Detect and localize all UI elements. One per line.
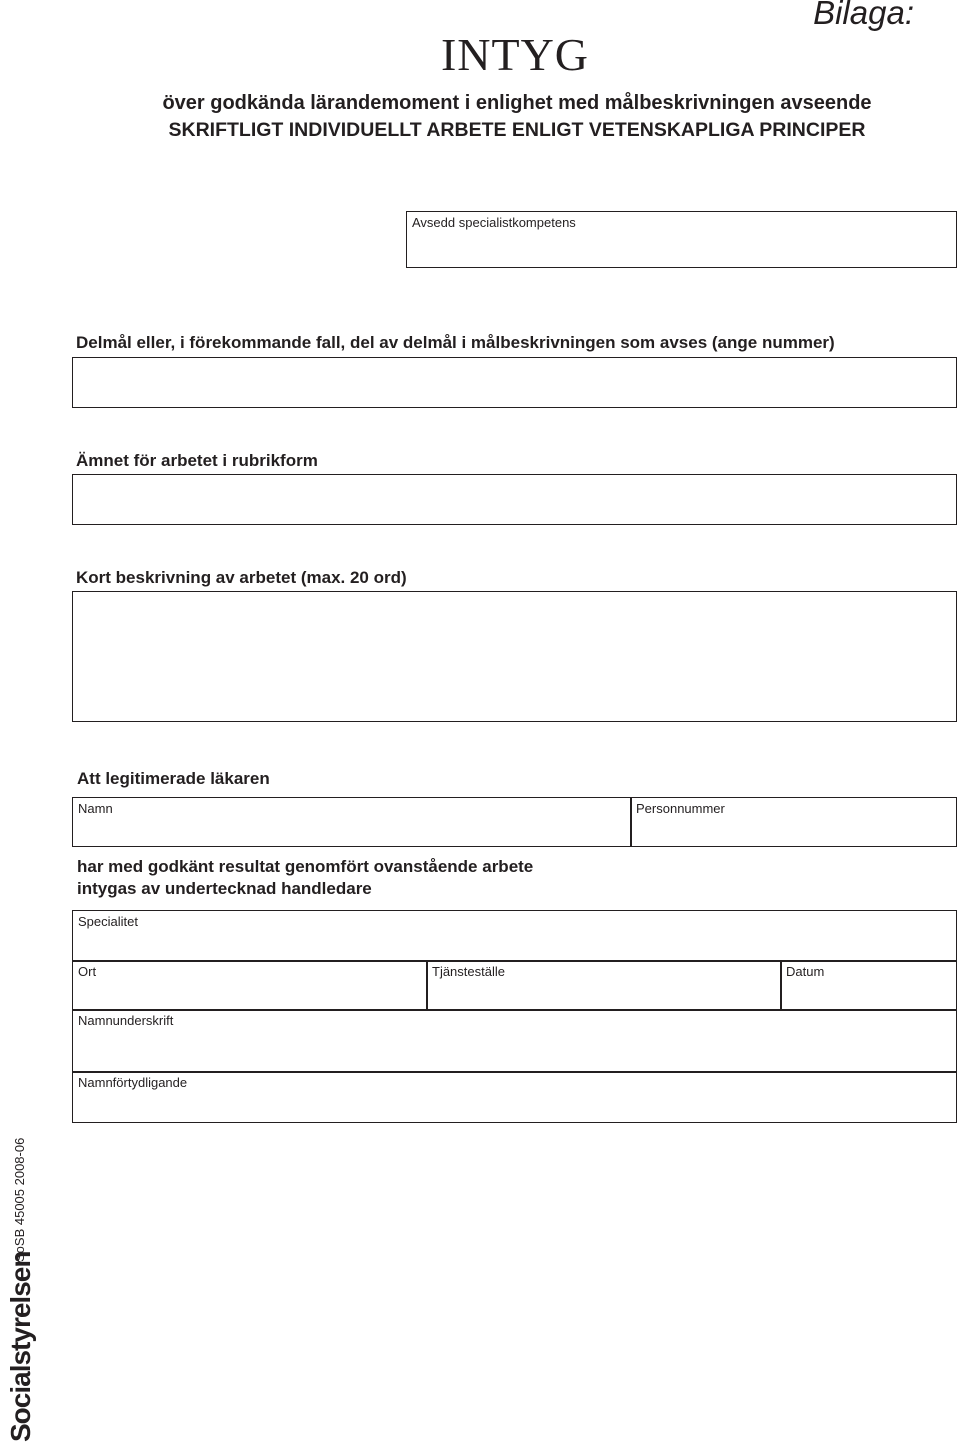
personnummer-field[interactable] [630,797,957,847]
tjanstestalle-field[interactable] [426,960,782,1011]
datum-field[interactable] [780,960,957,1011]
socialstyrelsen-logo-text: Socialstyrelsen [5,1251,36,1442]
beskrivning-label: Kort beskrivning av arbetet (max. 20 ord) [76,568,407,587]
specialitet-field-label: Specialitet [78,914,138,929]
namnunderskrift-field-label: Namnunderskrift [78,1013,174,1028]
datum-field-label: Datum [786,964,825,979]
namn-field-label: Namn [78,801,113,816]
namnfortydligande-field-label: Namnförtydligande [78,1075,188,1090]
intyg-text-line2: intygas av undertecknad handledare [77,879,372,898]
namnfortydligande-field[interactable] [72,1071,957,1123]
namnunderskrift-field[interactable] [72,1009,957,1073]
namn-field[interactable] [72,797,632,847]
page-title: INTYG [440,29,590,80]
specialist-field-label: Avsedd specialistkompetens [412,215,576,230]
specialitet-field[interactable] [72,910,957,962]
amne-label: Ämnet för arbetet i rubrikform [76,451,318,470]
page-subtitle-line1: över godkända lärandemoment i enlighet med målbeskrivningen avseende [162,92,872,114]
personnummer-field-label: Personnummer [636,801,725,816]
lakare-heading: Att legitimerade läkaren [77,769,270,788]
delmal-field[interactable] [72,357,957,408]
tjanstestalle-field-label: Tjänsteställe [432,964,505,979]
delmal-label: Delmål eller, i förekommande fall, del av delmål i målbeskrivningen som avses (ange nummer) [76,333,835,352]
intyg-text-line1: har med godkänt resultat genomfört ovanstående arbete [77,857,534,876]
form-code: SoSB 45005 2008-06 [12,1137,27,1262]
specialist-field[interactable] [406,211,957,268]
page-subtitle-line2: SKRIFTLIGT INDIVIDUELLT ARBETE ENLIGT VETENSKAPLIGA PRINCIPER [168,119,866,141]
ort-field-label: Ort [78,964,97,979]
socialstyrelsen-logo [4,1251,38,1448]
beskrivning-field[interactable] [72,591,957,722]
bilaga-label: Bilaga: [813,0,914,31]
ort-field[interactable] [72,960,428,1011]
amne-field[interactable] [72,474,957,525]
